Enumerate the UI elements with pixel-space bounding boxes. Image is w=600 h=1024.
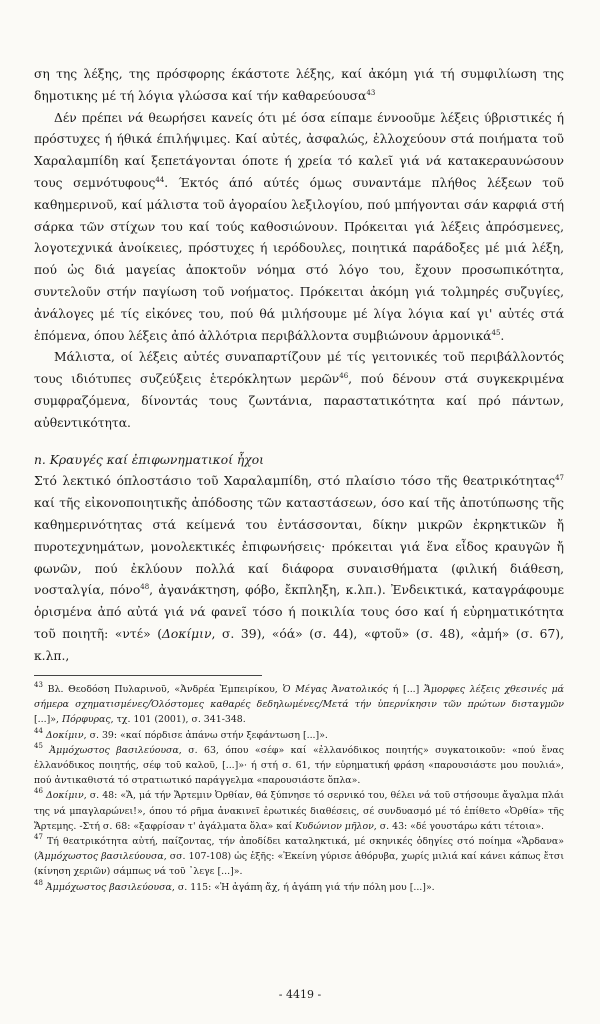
footnote-ref[interactable]: 44	[155, 175, 165, 184]
italic-title: Ἀμμόχωστος βασιλεύουσα	[49, 744, 179, 756]
footnote-number: 47	[34, 833, 43, 842]
paragraph-2	[34, 347, 564, 434]
italic-title: Ἀμμόχωστος βασιλεύουσα	[45, 881, 172, 893]
footnote-ref[interactable]: 43	[366, 88, 376, 97]
italic-title: Δοκίμιν	[46, 790, 84, 802]
footnote-ref[interactable]: 47	[555, 474, 564, 483]
italic-title: Ὁ Μέγας Ἀνατολικός	[282, 684, 389, 695]
page-number: - 4419 -	[278, 988, 322, 1001]
footnote-ref[interactable]: 45	[491, 328, 501, 337]
text-run: Βλ. Θεοδόση Πυλαρινοῦ, «Ἀνδρέα Ἐμπειρίκου,	[42, 684, 283, 695]
footnote-number: 45	[34, 741, 43, 750]
italic-title: Ἄμορφες λέξεις χθεσινές μά σήμερα σχηματισμένες/Ὁλόστομες καθαρές δεδηλωμένες/Μετά τήν ὑπερνίκησιν τῶν πρώτων δισταγμῶν	[34, 684, 565, 711]
paragraph-1: Δέν πρέπει νά θεωρήσει κανείς ότι μέ όσα είπαμε έννοοῦμε λέξεις ύβριστικές ή πρόστυχες ή ήθικά έπιλήψιμες. Καί αὐτές, ἀσφαλώς, ἐλλοχεύουν στά ποιήματα τοῦ Χαραλαμπίδη καί ξεπετάγονται όποτε ή χρεία τό καλεῖ γιά νά κατακεραυνώσουν τους σεμνότυφους$^{44}$. Έκτός άπό αύτές όμως συναντάμε πλήθος λέξεων τοῦ καθημερινοῦ, καί μάλιστα τοῦ ἀγοραίου λεξιλογίου, πού μπήγονται σάν καρφιά στή σάρκα τῶν στίχων του καί τούς καθοσιώνουν. Πρόκειται γιά λέξεις ἀπρόσμενες, λογοτεχνικά ἀνοίκειες, πρόστυχες ή ιερόδουλες, ποιητικά παράδοξες μέ μιά λέξη, πού ὡς διά μαγείας ἀποκτοῦν νόημα στό λόγο του, ἔχουν προσωπικότητα, συντελοῦν στήν παγίωση τοῦ νοήματος. Πρόκειται ἀκόμη γιά τολμηρές συζυγίες, ἀνάλογες μέ τίς εἰκόνες του, πού θά μιλήσουμε μέ λίγα λόγια καί γι' αὐτές στά ἑπόμενα, όπου λέξεις ἀπό ἀλλότρια περιβάλλοντα συμβιώνουν ἁρμονικά$^{45}$.	[34, 110, 564, 343]
footnote-48	[34, 880, 564, 895]
text-run: , σ. 63, όπου «σέφ» καί «ἐλλανόδικος ποιητής» συγκατοικοῦν: «πού ἕνας ἐλλανόδικος ποιητής, σέφ τοῦ καλοῦ, [...]»· ή στή σ. 61, τήν εὐρηματική φράση «παρουσιάστε μου πουλιά», πού ἀντικαθιστά τό στρατιωτικό παράγγελμα «παρουσιάστε ὅπλα».	[34, 744, 564, 787]
main-text	[34, 64, 564, 668]
footnote-ref[interactable]: 46	[339, 372, 349, 381]
text-run: ή [...]	[388, 684, 425, 695]
paragraph-3	[34, 471, 564, 667]
footnote-divider	[34, 675, 262, 676]
footnotes	[34, 682, 564, 895]
text-run: Μάλιστα, οί λέξεις αὐτές συναπαρτίζουν μέ τίς γειτονικές τοῦ περιβάλλοντός τους ιδιότυπες συζεύξεις ἑτερόκλητων μερῶν	[34, 350, 564, 387]
footnote-45	[34, 743, 564, 789]
text-run: , σσ. 107-108) ὡς ἑξῆς: «Ἐκείνη γύρισε ἀθόρυβα, χωρίς μιλιά καί κάνει κάπως ἔτσι (κίνηση χεριῶν) σάμπως νά τοῦ ᾽λεγε [...]».	[34, 851, 564, 878]
section-heading: n. Κραυγές καί ἐπιφωνηματικοί ἦχοι	[34, 452, 264, 467]
footnote-44	[34, 728, 564, 743]
text-run: καί τῆς εἰκονοποιητικῆς ἀπόδοσης τῶν καταστάσεων, όσο καί τῆς ἀποτύπωσης τῆς καθημερινότητας στά κείμενά του ἐντάσσονται, δίκην μικρῶν ἐκρηκτικῶν ἤ πυροτεχνημάτων, μονολεκτικές ἐπιφωνήσεις· πρόκειται γιά ἕνα εἶδος κραυγῶν ἤ φωνῶν, πού ἐκλύουν πολλά καί διάφορα συναισθήματα (φιλική διάθεση, νοσταλγία, πόνο	[34, 496, 564, 598]
footnote-number: 48	[34, 878, 43, 887]
text-run: Τή θεατρικότητα αὐτή, παίζοντας, τήν ἀποδίδει καταληκτικά, μέ σκηνικές ὁδηγίες στό ποίημα «Ἄρδανα» (	[34, 836, 564, 863]
footnote-number: 44	[34, 726, 43, 735]
footnote-number: 43	[34, 681, 43, 689]
footnote-number: 46	[34, 787, 43, 796]
italic-title: Ἀμμόχωστος βασιλεύουσα	[37, 851, 164, 863]
text-run: Στό λεκτικό όπλοστάσιο τοῦ Χαραλαμπίδη, στό πλαίσιο τόσο τῆς θεατρικότητας	[34, 474, 556, 489]
text-run: [...]»,	[34, 714, 62, 726]
italic-title: Δοκίμιν	[45, 729, 84, 741]
text-run: , σ. 39: «καί πόρδισε ἀπάνω στήν ξεφάντωση [...]».	[83, 729, 328, 741]
text-run: Δέν πρέπει νά θεωρήσει κανείς ότι μέ όσα είπαμε έννοοῦμε λέξεις ύβριστικές ή πρόστυχες ή ήθικά έπιλήψιμες. Καί αὐτές, ἀσφαλώς, ἐλλοχεύουν στά ποιήματα τοῦ Χαραλαμπίδη καί ξεπετάγονται όποτε ή χρεία τό καλεῖ γιά νά κατακεραυνώσουν τους σεμνότυφους	[34, 110, 564, 190]
text-run: , ἀγανάκτηση, φόβο, ἔκπληξη, κ.λπ.). Ἐνδεικτικά, καταγράφουμε ὁρισμένα ἀπό αὐτά γιά νά φανεῖ τόσο ή ποικιλία τους όσο καί ή εὐρηματικότητα τοῦ ποιητῆ: «ντέ» (	[34, 583, 564, 641]
footnote-46	[34, 788, 564, 834]
text-run: , πού δένουν στά συγκεκριμένα συμφραζόμενα, δίνοντάς τους ζωντάνια, παραστατικότητα καί πρό πάντων, αὐθεντικότητα.	[34, 372, 564, 430]
italic-title: Δοκίμιν	[162, 626, 212, 641]
text-run: ση της λέξης, της πρόσφορης έκάστοτε λέξης, καί ἀκόμη γιά τή συμφιλίωση της δημοτικης μέ τή λόγια γλώσσα καί τήν καθαρεύουσα	[34, 67, 564, 103]
footnote-ref[interactable]: 48	[140, 583, 150, 592]
text-run: , σ. 48: «Ἄ, μά τήν Ἄρτεμιν Ὀρθίαν, θά ξύπνησε τό σερνικό του, θέλει νά τοῦ στήσουμε ἄγαλμα πλάι της νά μπαγλαρώνει!», όπου τό ρῆμα ἀνακινεῖ ἐρωτικές διαθέσεις, σέ συνδυασμό μέ τό ἐπίθετο «Ὀρθία» τῆς Ἄρτεμης. -Στή σ. 68: «ξαφρίσαν τ' ἀγάλματα ὅλα» καί	[34, 790, 564, 832]
italic-title: Πόρφυρας	[61, 714, 111, 726]
text-run: , σ. 39), «όά» (σ. 44), «φτοῦ» (σ. 48), «ἀμή» (σ. 67), κ.λπ.,	[34, 626, 564, 663]
italic-title: Κυδώνιον μῆλον	[295, 820, 374, 832]
text-run: , σ. 115: «Ἡ ἀγάπη ἄχ, ή ἀγάπη γιά τήν πόλη μου [...]».	[171, 881, 435, 893]
paragraph-0	[34, 64, 564, 108]
text-run: , σ. 43: «δέ γουστάρω κάτι τέτοια».	[373, 820, 545, 832]
text-run: , τχ. 101 (2001), σ. 341-348.	[110, 714, 246, 726]
footnote-47	[34, 834, 564, 880]
footnote-43	[34, 682, 564, 728]
text-run: . Έκτός άπό αύτές όμως συναντάμε πλήθος λέξεων τοῦ καθημερινοῦ, καί μάλιστα τοῦ ἀγοραίου λεξιλογίου, πού μπήγονται σάν καρφιά στή σάρκα τῶν στίχων του καί τούς καθοσιώνουν. Πρόκειται γιά λέξεις ἀπρόσμενες, λογοτεχνικά ἀνοίκειες, πρόστυχες ή ιερόδουλες, ποιητικά παράδοξες μέ μιά λέξη, πού ὡς διά μαγείας ἀποκτοῦν νόημα στό λόγο του, ἔχουν προσωπικότητα, συντελοῦν στήν παγίωση τοῦ νοήματος. Πρόκειται ἀκόμη γιά τολμηρές συζυγίες, ἀνάλογες μέ τίς εἰκόνες του, πού θά μιλήσουμε μέ λίγα λόγια καί γι' αὐτές στά ἑπόμενα, όπου λέξεις ἀπό ἀλλότρια περιβάλλοντα συμβιώνουν ἁρμονικά	[34, 175, 564, 343]
